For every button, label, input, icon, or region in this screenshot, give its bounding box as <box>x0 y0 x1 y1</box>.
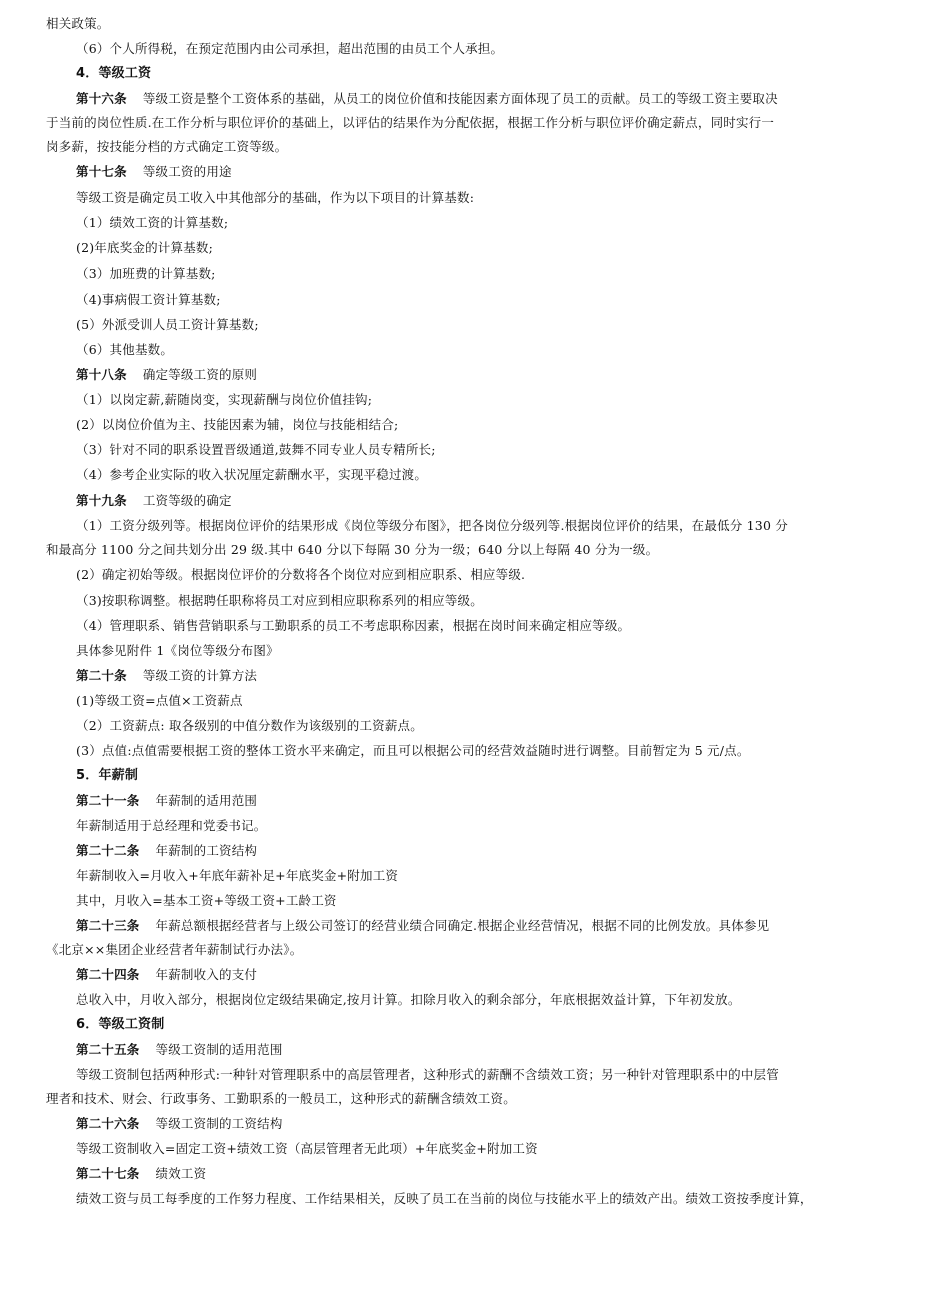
text-line: 和最高分 1100 分之间共划分出 29 级.其中 640 分以下每隔 30 分为一级；640 分以上每隔 40 分为一级。 <box>46 542 659 557</box>
article-text: 工资等级的确定 <box>142 493 232 508</box>
article-line <box>76 90 950 108</box>
text-line: 相关政策。 <box>46 16 110 31</box>
article-number: 第二十五条 <box>76 1042 140 1057</box>
list-item: （2）工资薪点: 取各级别的中值分数作为该级别的工资薪点。 <box>76 718 423 733</box>
article-line <box>76 163 950 181</box>
article-line <box>76 492 950 510</box>
text-line: 《北京××集团企业经营者年薪制试行办法》。 <box>46 942 303 957</box>
text-line: 等级工资制包括两种形式:一种针对管理职系中的高层管理者，这种形式的薪酬不含绩效工资；另一种针对管理职系中的中层管 <box>76 1067 779 1082</box>
article-line <box>76 1165 950 1183</box>
list-item: （6）其他基数。 <box>76 342 174 357</box>
section-heading: 4．等级工资 <box>76 66 152 81</box>
list-item: (2）确定初始等级。根据岗位评价的分数将各个岗位对应到相应职系、相应等级. <box>76 567 526 582</box>
list-item: （4）管理职系、销售营销职系与工勤职系的员工不考虑职称因素，根据在岗时间来确定相应等级。 <box>76 618 631 633</box>
article-text: 绩效工资 <box>155 1166 207 1181</box>
list-item: （3)按职称调整。根据聘任职称将员工对应到相应职称系列的相应等级。 <box>76 593 483 608</box>
article-text: 年薪制的适用范围 <box>155 793 258 808</box>
article-text: 年薪制的工资结构 <box>155 843 258 858</box>
list-item: （3）加班费的计算基数; <box>76 266 216 281</box>
text-line: （6）个人所得税，在预定范围内由公司承担，超出范围的由员工个人承担。 <box>76 41 504 56</box>
article-number: 第十六条 <box>76 91 127 106</box>
article-number: 第二十四条 <box>76 967 140 982</box>
article-text: 等级工资是整个工资体系的基础，从员工的岗位价值和技能因素方面体现了员工的贡献。员工的等级工资主要取决 <box>142 91 778 106</box>
article-line <box>76 842 950 860</box>
text-line: 等级工资制收入=固定工资+绩效工资（高层管理者无此项）+年底奖金+附加工资 <box>76 1141 538 1156</box>
article-number: 第二十条 <box>76 668 127 683</box>
list-item: (2）以岗位价值为主、技能因素为辅，岗位与技能相结合; <box>76 417 399 432</box>
article-number: 第二十三条 <box>76 918 140 933</box>
article-line <box>76 792 950 810</box>
text-line: 年薪制收入=月收入+年底年薪补足+年底奖金+附加工资 <box>76 868 399 883</box>
article-number: 第二十六条 <box>76 1116 140 1131</box>
article-number: 第二十二条 <box>76 843 140 858</box>
list-item: (5）外派受训人员工资计算基数; <box>76 317 259 332</box>
list-item: (1)等级工资=点值×工资薪点 <box>76 693 243 708</box>
text-line: 其中，月收入=基本工资+等级工资+工龄工资 <box>76 893 337 908</box>
article-line <box>76 917 950 935</box>
list-item: （1）以岗定薪,薪随岗变，实现薪酬与岗位价值挂钩; <box>76 392 373 407</box>
article-text: 等级工资制的工资结构 <box>155 1116 283 1131</box>
list-item: （4）参考企业实际的收入状况厘定薪酬水平，实现平稳过渡。 <box>76 467 428 482</box>
article-number: 第二十七条 <box>76 1166 140 1181</box>
article-line <box>76 366 950 384</box>
text-line: 总收入中，月收入部分，根据岗位定级结果确定,按月计算。扣除月收入的剩余部分，年底根据效益计算，下年初发放。 <box>76 992 741 1007</box>
list-item: （1）绩效工资的计算基数; <box>76 215 229 230</box>
list-item: （4)事病假工资计算基数; <box>76 292 221 307</box>
article-text: 等级工资的计算方法 <box>142 668 258 683</box>
article-line <box>76 1041 950 1059</box>
article-text: 确定等级工资的原则 <box>142 367 258 382</box>
article-line <box>76 966 950 984</box>
article-line <box>76 667 950 685</box>
article-text: 等级工资制的适用范围 <box>155 1042 283 1057</box>
section-heading: 5．年薪制 <box>76 768 139 783</box>
text-line: 于当前的岗位性质.在工作分析与职位评价的基础上，以评估的结果作为分配依据，根据工作分析与职位评价确定薪点，同时实行一 <box>46 115 775 130</box>
text-line: 理者和技术、财会、行政事务、工勤职系的一般员工，这种形式的薪酬含绩效工资。 <box>46 1091 516 1106</box>
article-number: 第十九条 <box>76 493 127 508</box>
text-line: 具体参见附件 1《岗位等级分布图》 <box>76 643 279 658</box>
text-line: 年薪制适用于总经理和党委书记。 <box>76 818 267 833</box>
list-item: （1）工资分级列等。根据岗位评价的结果形成《岗位等级分布图》，把各岗位分级列等.根据岗位评价的结果，在最低分 130 分 <box>76 518 788 533</box>
text-line: 等级工资是确定员工收入中其他部分的基础，作为以下项目的计算基数: <box>76 190 475 205</box>
article-text: 年薪制收入的支付 <box>155 967 258 982</box>
article-text: 年薪总额根据经营者与上级公司签订的经营业绩合同确定.根据企业经营情况，根据不同的比例发放。具体参见 <box>155 918 770 933</box>
list-item: (3）点值:点值需要根据工资的整体工资水平来确定，而且可以根据公司的经营效益随时进行调整。目前暂定为 5 元/点。 <box>76 743 750 758</box>
article-line <box>76 1115 950 1133</box>
article-number: 第十七条 <box>76 164 127 179</box>
text-line: 岗多薪，按技能分档的方式确定工资等级。 <box>46 139 288 154</box>
article-number: 第十八条 <box>76 367 127 382</box>
article-number: 第二十一条 <box>76 793 140 808</box>
text-line: 绩效工资与员工每季度的工作努力程度、工作结果相关，反映了员工在当前的岗位与技能水平上的绩效产出。绩效工资按季度计算， <box>76 1191 813 1206</box>
list-item: （3）针对不同的职系设置晋级通道,鼓舞不同专业人员专精所长; <box>76 442 436 457</box>
section-heading: 6．等级工资制 <box>76 1017 165 1032</box>
article-text: 等级工资的用途 <box>142 164 232 179</box>
list-item: (2)年底奖金的计算基数; <box>76 240 214 255</box>
